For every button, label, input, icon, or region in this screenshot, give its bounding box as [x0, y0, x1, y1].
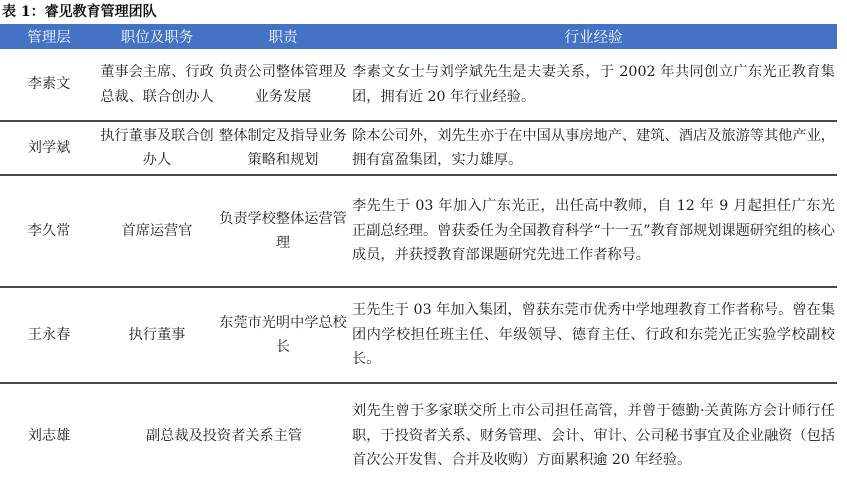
header-experience: 行业经验 [350, 24, 837, 49]
table-row [0, 49, 837, 121]
management-team-table [0, 24, 837, 488]
member-position: 执行董事及联合创办人 [98, 121, 216, 175]
table-header-row [0, 24, 837, 49]
member-experience: 李先生于 03 年加入广东光正，出任高中教师，自 12 年 9 月起担任广东光正副总经理。曾获委任为全国教育科学“十一五”教育部规划课题研究组的核心成员，并获授教育部课题研究先进工作者称号。 [350, 175, 837, 287]
member-position: 执行董事 [98, 287, 216, 383]
member-position: 董事会主席、行政总裁、联合创办人 [98, 49, 216, 121]
table-row [0, 175, 837, 287]
member-experience: 李素文女士与刘学斌先生是夫妻关系，于 2002 年共同创立广东光正教育集团，拥有近 20 年行业经验。 [350, 49, 837, 121]
member-position-duty: 副总裁及投资者关系主管 [145, 427, 303, 444]
member-name: 李久常 [0, 175, 98, 287]
member-experience: 刘先生曾于多家联交所上市公司担任高管，并曾于德勤·关黄陈方会计师行任职，于投资者关系、财务管理、会计、审计、公司秘书事宜及企业融资（包括首次公开发售、合并及收购）方面累积逾 20 年经验。 [352, 403, 835, 469]
table-row [0, 287, 837, 383]
table-caption: 表 1：睿见教育管理团队 [2, 4, 157, 20]
member-experience: 除本公司外，刘先生亦于在中国从事房地产、建筑、酒店及旅游等其他产业，拥有富盈集团，实力雄厚。 [350, 121, 837, 175]
member-duty: 负责公司整体管理及业务发展 [216, 49, 350, 121]
table-row [0, 121, 837, 175]
member-position: 首席运营官 [98, 175, 216, 287]
table-row [0, 383, 837, 488]
member-name: 刘学斌 [0, 121, 98, 175]
member-name: 李素文 [0, 49, 98, 121]
member-duty: 负责学校整体运营管理 [216, 175, 350, 287]
header-duty: 职责 [216, 24, 350, 49]
member-duty: 整体制定及指导业务策略和规划 [216, 121, 350, 175]
header-layer: 管理层 [0, 24, 98, 49]
member-name: 刘志雄 [27, 427, 71, 444]
member-name: 王永春 [0, 287, 98, 383]
header-position: 职位及职务 [98, 24, 216, 49]
member-duty: 东莞市光明中学总校长 [216, 287, 350, 383]
member-experience: 王先生于 03 年加入集团，曾获东莞市优秀中学地理教育工作者称号。曾在集团内学校担任班主任、年级领导、德育主任、行政和东莞光正实验学校副校长。 [350, 287, 837, 383]
